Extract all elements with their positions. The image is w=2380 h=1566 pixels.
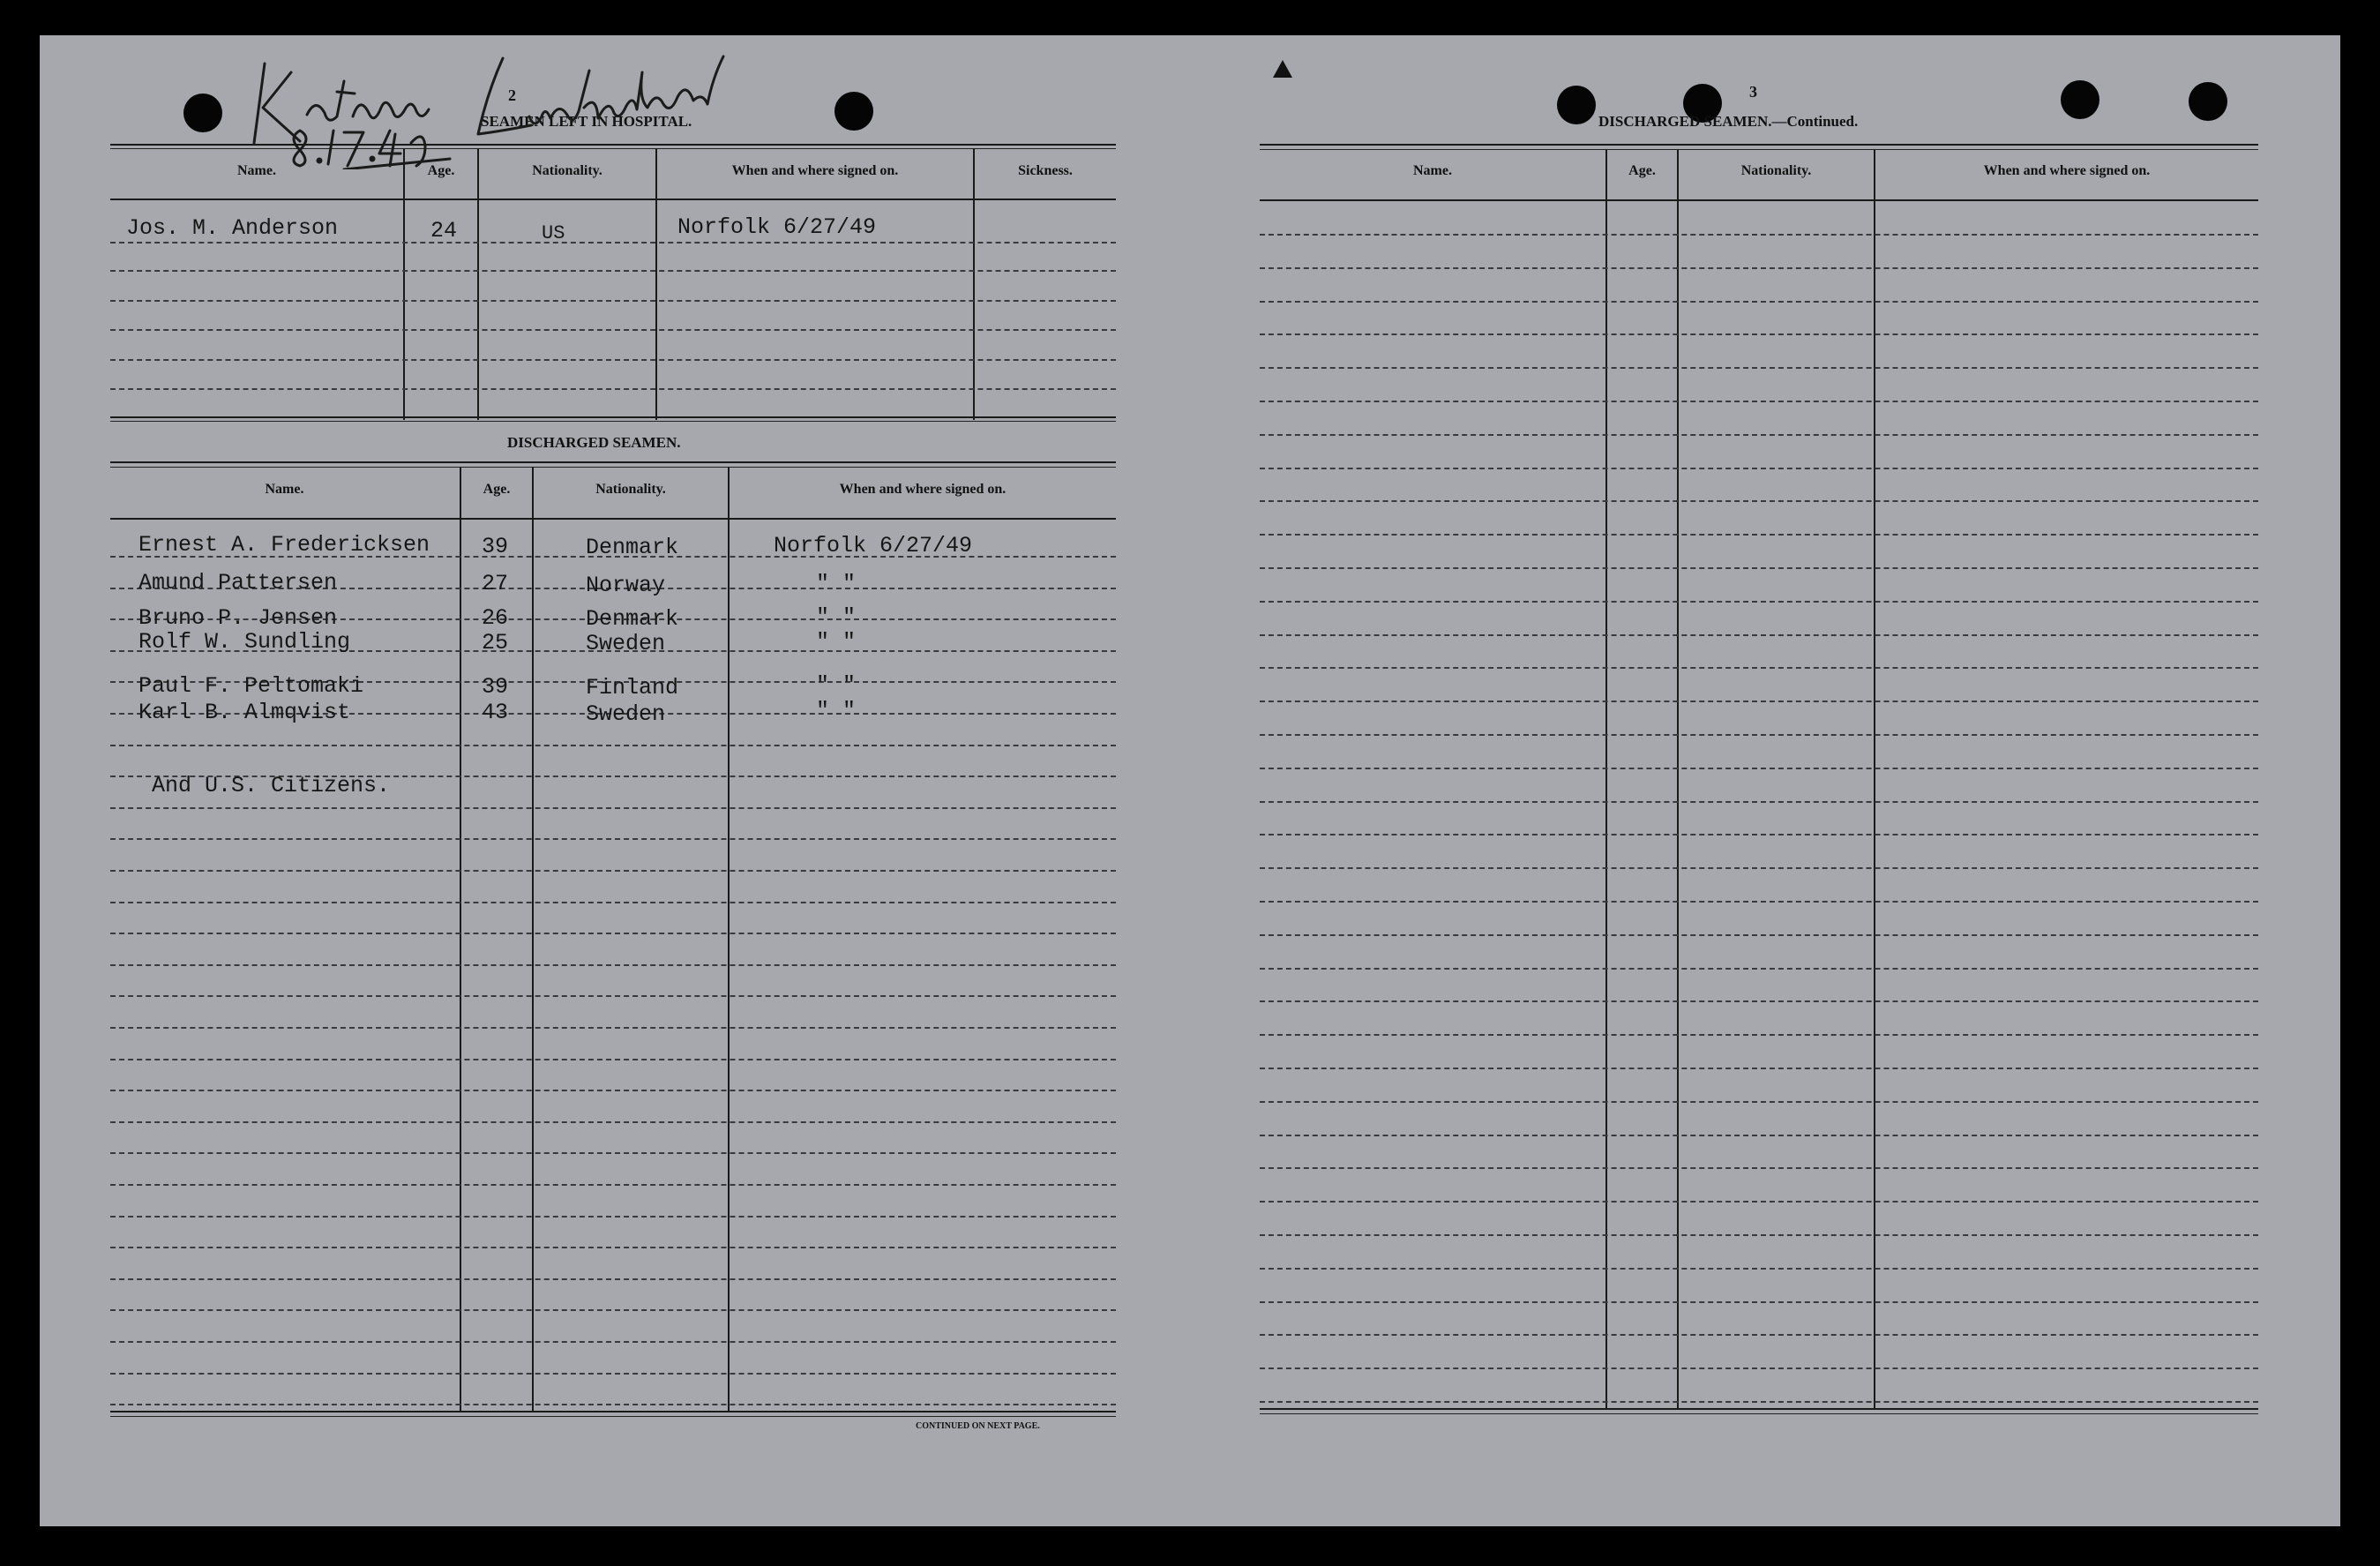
dotted-rule (1260, 567, 2258, 569)
dotted-rule (1260, 901, 2258, 903)
dotted-rule (110, 1309, 1116, 1311)
hospital-nationality-cell: US (542, 222, 565, 244)
dotted-rule (1260, 801, 2258, 803)
right-col-signed-on: When and where signed on. (1983, 163, 2151, 178)
dotted-rule (1260, 333, 2258, 335)
dotted-rule (1260, 468, 2258, 469)
dotted-rule (1260, 1068, 2258, 1069)
rule (110, 467, 1116, 468)
dotted-rule (110, 902, 1116, 903)
dotted-rule (1260, 768, 2258, 769)
discharged-name-cell: Ernest A. Fredericksen (138, 532, 430, 558)
continued-footer: CONTINUED ON NEXT PAGE. (916, 1421, 1040, 1431)
rule (1260, 144, 2258, 146)
discharged-name-cell: Karl B. Almqvist (138, 700, 351, 725)
right-col-age: Age. (1628, 163, 1656, 178)
hospital-col-nationality: Nationality. (532, 163, 602, 178)
dotted-rule (1260, 601, 2258, 603)
discharged-signed-on-cell: " " (816, 571, 857, 596)
dotted-rule (1260, 1034, 2258, 1036)
dotted-rule (110, 964, 1116, 966)
rule (1260, 1408, 2258, 1410)
hospital-col-age: Age. (427, 163, 455, 178)
column-divider (655, 148, 657, 420)
dotted-rule (1260, 1367, 2258, 1369)
discharged-section-title: DISCHARGED SEAMEN. (507, 434, 681, 451)
discharged-col-signed-on: When and where signed on. (839, 482, 1007, 497)
discharged-name-cell: Bruno P. Jensen (138, 605, 338, 631)
dotted-rule (110, 1152, 1116, 1154)
dotted-rule (110, 329, 1116, 331)
dotted-rule (1260, 1135, 2258, 1136)
dotted-rule (110, 1278, 1116, 1280)
dotted-rule (110, 995, 1116, 997)
discharged-nationality-cell: Denmark (586, 606, 679, 632)
rule (110, 199, 1116, 200)
column-divider (1677, 149, 1679, 1408)
dotted-rule (110, 242, 1116, 244)
dotted-rule (1260, 634, 2258, 636)
dotted-rule (110, 870, 1116, 872)
dotted-rule (110, 838, 1116, 840)
column-divider (728, 467, 730, 1411)
discharged-age-cell: 39 (482, 534, 509, 559)
punch-hole (2061, 80, 2099, 119)
discharged-col-name: Name. (265, 482, 304, 497)
rule (110, 461, 1116, 463)
hospital-col-name: Name. (237, 163, 276, 178)
dotted-rule (110, 933, 1116, 934)
rule (1260, 149, 2258, 150)
dotted-rule (1260, 1401, 2258, 1403)
hospital-col-signed-on: When and where signed on. (731, 163, 899, 178)
discharged-age-cell: 39 (482, 674, 509, 700)
handwritten-signature (238, 46, 909, 169)
rule (110, 518, 1116, 520)
hospital-signed-on-cell: Norfolk 6/27/49 (677, 214, 877, 240)
dotted-rule (110, 1184, 1116, 1186)
column-divider (1874, 149, 1875, 1408)
dotted-rule (110, 300, 1116, 302)
discharged-age-cell: 25 (482, 630, 509, 656)
discharged-signed-on-cell: " " (816, 629, 857, 655)
discharged-signed-on-cell: " " (816, 604, 857, 630)
dotted-rule (1260, 734, 2258, 736)
dotted-rule (110, 1090, 1116, 1091)
dotted-rule (1260, 1101, 2258, 1103)
rule (1260, 1413, 2258, 1414)
column-divider (1605, 149, 1607, 1408)
dotted-rule (1260, 1301, 2258, 1303)
punch-hole (2189, 82, 2227, 121)
dotted-rule (1260, 867, 2258, 869)
dotted-rule (1260, 301, 2258, 303)
dotted-rule (1260, 1201, 2258, 1203)
rule (110, 1416, 1116, 1417)
dotted-rule (1260, 401, 2258, 402)
discharged-nationality-cell: Norway (586, 573, 666, 598)
discharged-signed-on-cell: " " (816, 698, 857, 723)
dotted-rule (1260, 667, 2258, 669)
discharged-name-cell: Amund Pattersen (138, 570, 338, 596)
discharged-nationality-cell: Finland (586, 675, 679, 701)
dotted-rule (1260, 500, 2258, 502)
dotted-rule (1260, 267, 2258, 269)
dotted-rule (110, 1059, 1116, 1060)
hospital-name-cell: Jos. M. Anderson (126, 215, 339, 241)
dotted-rule (1260, 1000, 2258, 1002)
hospital-age-cell: 24 (430, 218, 458, 244)
discharged-signed-on-cell: " " (816, 672, 857, 698)
dotted-rule (110, 745, 1116, 746)
discharged-col-age: Age. (483, 482, 511, 497)
triangle-mark-icon (1273, 60, 1292, 78)
rule (1260, 199, 2258, 201)
discharged-name-cell: Rolf W. Sundling (138, 629, 351, 655)
dotted-rule (1260, 367, 2258, 369)
hospital-section-title: SEAMEN LEFT IN HOSPITAL. (481, 113, 692, 130)
dotted-rule (110, 1404, 1116, 1405)
column-divider (403, 148, 405, 420)
dotted-rule (1260, 834, 2258, 835)
rule (110, 1411, 1116, 1412)
punch-hole (1557, 86, 1596, 124)
discharged-nationality-cell: Denmark (586, 535, 679, 560)
dotted-rule (1260, 934, 2258, 936)
dotted-rule (1260, 1234, 2258, 1236)
right-page-number: 3 (1749, 83, 1757, 101)
dotted-rule (110, 1121, 1116, 1123)
discharged-col-nationality: Nationality. (595, 482, 666, 497)
rule (110, 421, 1116, 422)
dotted-rule (110, 388, 1116, 390)
right-section-title: DISCHARGED SEAMEN.—Continued. (1598, 113, 1859, 130)
dotted-rule (1260, 1268, 2258, 1270)
dotted-rule (110, 359, 1116, 361)
dotted-rule (110, 1373, 1116, 1375)
discharged-nationality-cell: Sweden (586, 701, 666, 727)
punch-hole (183, 94, 222, 132)
dotted-rule (1260, 701, 2258, 702)
dotted-rule (1260, 1334, 2258, 1336)
right-col-name: Name. (1413, 163, 1452, 178)
dotted-rule (110, 1247, 1116, 1248)
dotted-rule (1260, 234, 2258, 236)
discharged-name-cell: Paul F. Peltomaki (138, 673, 364, 699)
left-page-number: 2 (508, 86, 516, 104)
discharged-signed-on-cell: Norfolk 6/27/49 (774, 533, 973, 558)
dotted-rule (110, 1216, 1116, 1218)
discharged-nationality-cell: Sweden (586, 631, 666, 656)
dotted-rule (110, 807, 1116, 809)
discharged-age-cell: 27 (482, 571, 509, 596)
dotted-rule (110, 1341, 1116, 1343)
dotted-rule (110, 270, 1116, 272)
right-col-nationality: Nationality. (1740, 163, 1812, 178)
column-divider (532, 467, 534, 1411)
dotted-rule (110, 1027, 1116, 1029)
dotted-rule (1260, 968, 2258, 970)
citizens-note: And U.S. Citizens. (152, 773, 391, 798)
hospital-col-sickness: Sickness. (1018, 163, 1073, 178)
dotted-rule (1260, 534, 2258, 536)
rule (110, 416, 1116, 418)
column-divider (477, 148, 479, 420)
column-divider (460, 467, 461, 1411)
dotted-rule (1260, 1167, 2258, 1169)
discharged-age-cell: 43 (482, 700, 509, 725)
column-divider (973, 148, 975, 420)
dotted-rule (1260, 434, 2258, 436)
discharged-age-cell: 26 (482, 605, 509, 631)
